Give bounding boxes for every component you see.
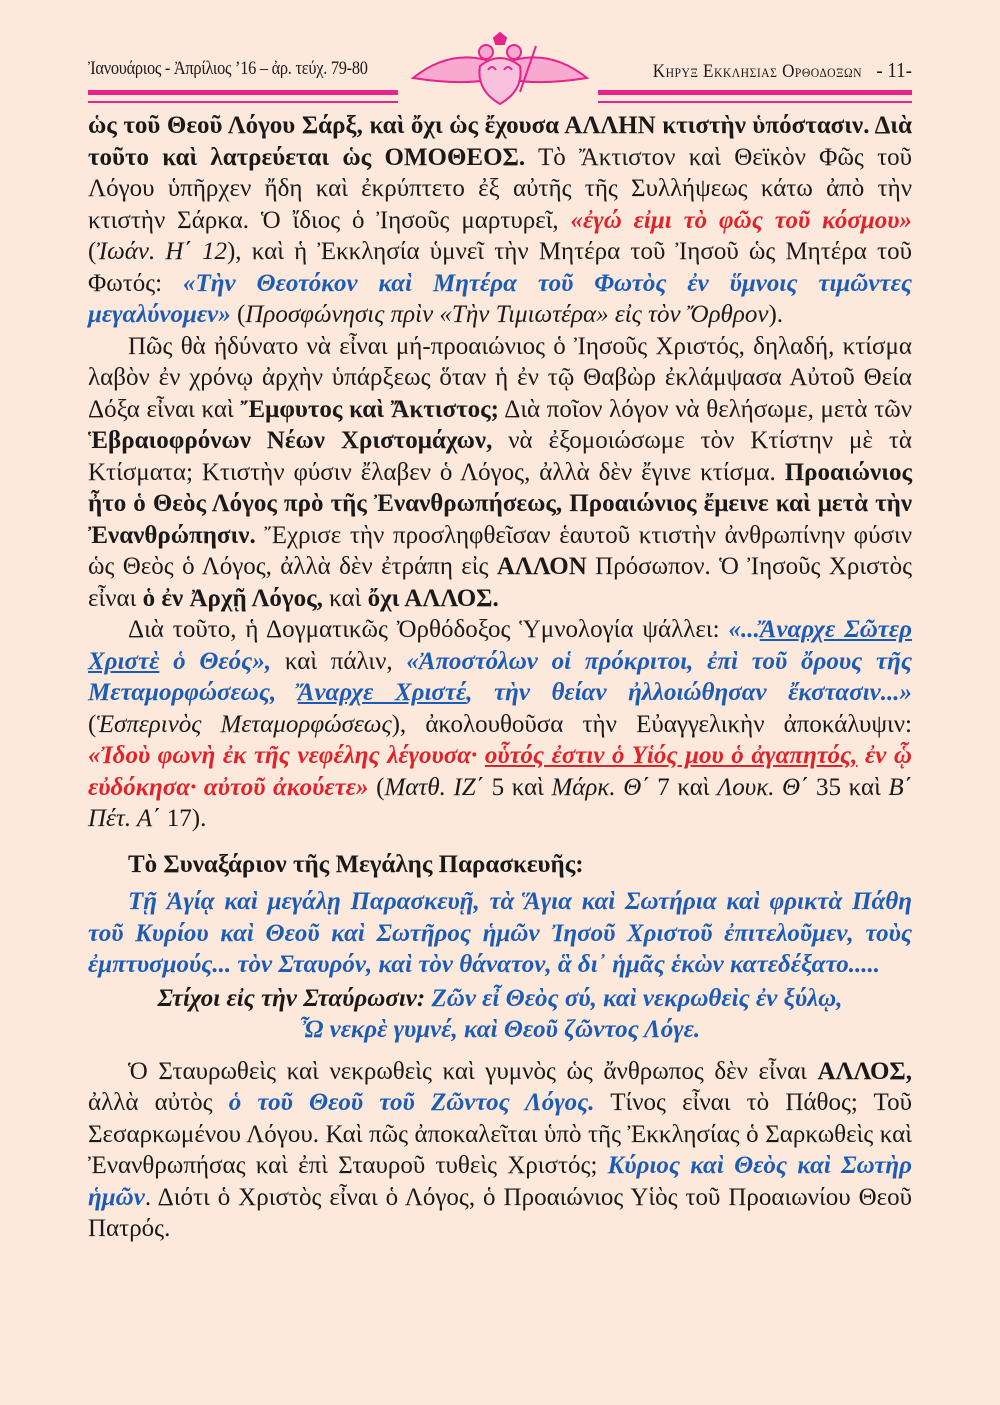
text: καὶ πάλιν,	[271, 647, 407, 675]
hymn-quote: ὁ Θεός»,	[159, 647, 272, 675]
verses	[88, 983, 912, 1046]
text: 7 καὶ	[649, 773, 718, 801]
text: νὰ ἐξομοιώσωμε τὸν Κτίστην μὲ τὰ Κτίσματα; Κτιστὴν φύσιν ἔλαβεν ὁ Λόγος, ἀλλὰ δὲν ἔγινε κτίσμα.	[88, 427, 912, 486]
reference: Ματθ. ΙΖ΄	[384, 773, 485, 801]
verses-label: Στίχοι εἰς τὴν Σταύρωσιν:	[157, 984, 426, 1012]
header-rule-right	[598, 90, 912, 95]
text: Πρόσωπον. Ὁ Ἰησοῦς Χριστὸς εἶναι	[88, 553, 912, 612]
hymn-quote: «...	[728, 616, 760, 643]
text: . Διότι ὁ Χριστὸς εἶναι ὁ Λόγος, ὁ Προαιώνιος Υἱὸς τοῦ Προαιωνίου Θεοῦ Πατρός.	[88, 1183, 912, 1242]
text: 5 καὶ	[484, 773, 552, 801]
scripture-quote: ἐν ᾧ εὐδόκησα· αὐτοῦ ἀκούετε»	[88, 742, 912, 801]
issue-info: Ἰανουάριος - Ἀπρίλιος ’16 – ἀρ. τεύχ. 79-80	[88, 58, 368, 79]
synaxarion-text: Τῇ Ἁγίᾳ καὶ μεγάλῃ Παρασκευῇ, τὰ Ἅγια καὶ Σωτήρια καὶ φρικτὰ Πάθη τοῦ Κυρίου καὶ Θεοῦ καὶ Σωτῆρος ἡμῶν Ἰησοῦ Χριστοῦ ἐπιτελοῦμεν, τοὺς ἐμπτυσμούς... τὸν Σταυρόν, καὶ τὸν θάνατον, ἃ δι᾽ ἡμᾶς ἑκὼν κατεδέξατο.....	[88, 888, 912, 978]
reference: Β΄ Πέτ. Α΄	[88, 773, 912, 832]
text: Τίνος εἶναι τὸ Πάθος; Τοῦ Σεσαρκωμένου Λόγου. Καὶ πῶς ἀποκαλεῖται ὑπὸ τῆς Ἐκκλησίας ὁ Σαρκωθεὶς καὶ Ἐνανθρωπήσας καὶ ἐπὶ Σταυροῦ τυθεὶς Χριστός;	[88, 1089, 912, 1179]
hymn-quote: , τὴν θείαν ἠλλοιώθησαν ἔκστασιν...»	[466, 679, 912, 706]
text: Ὁ Σταυρωθεὶς καὶ νεκρωθεὶς καὶ γυμνὸς ὡς ἄνθρωπος δὲν εἶναι	[128, 1057, 818, 1085]
header-rule-left	[88, 90, 398, 95]
hymn-quote-underlined: Ἄναρχε Σῶτερ Χριστὲ	[88, 616, 912, 675]
double-headed-eagle-icon	[408, 30, 592, 110]
paragraph-3	[88, 614, 912, 835]
text: Ἔχρισε τὴν προσληφθεῖσαν ἑαυτοῦ κτιστὴν ἀνθρωπίνην φύσιν ὡς Θεὸς ὁ Λόγος, ἀλλὰ δὲν ἐτράπη εἰς	[88, 521, 912, 580]
reference: Ἰωάν. Η΄ 12	[96, 238, 227, 265]
section-heading: Τὸ Συναξάριον τῆς Μεγάλης Παρασκευῆς:	[128, 850, 584, 878]
bold-text: Προαιώνιος ἦτο ὁ Θεὸς Λόγος πρὸ τῆς Ἐνανθρωπήσεως, Προαιώνιος ἔμεινε καὶ μετὰ τὴν Ἐνανθρώπησιν.	[88, 458, 912, 549]
scripture-quote-underlined: οὗτός ἐστιν ὁ Υἱός μου ὁ ἀγαπητός,	[484, 742, 858, 769]
reference: Λουκ. Θ΄	[717, 773, 809, 801]
reference: Προσφώνησις πρὶν «Τὴν Τιμιωτέρα» εἰς τὸν Ὄρθρον	[245, 301, 769, 328]
bold-text: ὁ ἐν Ἀρχῇ Λόγος,	[142, 584, 323, 612]
bold-text: ὡς τοῦ Θεοῦ Λόγου Σάρξ, καὶ ὄχι ὡς ἔχουσα ΑΛΛΗΝ κτιστὴν ὑπόστασιν. Διὰ τοῦτο καὶ λατρεύεται ὡς ΟΜΟΘΕΟΣ.	[88, 112, 912, 171]
hymn-quote: «Τὴν Θεοτόκον καὶ Μητέρα τοῦ Φωτὸς ἐν ὕμνοις τιμῶντες μεγαλύνομεν»	[88, 269, 912, 328]
text: (	[88, 238, 97, 265]
text: ἀλλὰ αὐτὸς	[88, 1089, 229, 1116]
bold-text: Ἔμφυτος καὶ Ἄκτιστος;	[240, 395, 499, 423]
hymn-quote: «Ἀποστόλων οἱ πρόκριτοι, ἐπὶ τοῦ ὄρους τῆς Μεταμορφώσεως,	[88, 647, 912, 706]
paragraph-2	[88, 331, 912, 615]
header-rule-left-thin	[88, 101, 398, 103]
text: Διὰ τοῦτο, ἡ Δογματικῶς Ὀρθόδοξος Ὑμνολογία ψάλλει:	[128, 616, 729, 643]
scripture-quote: «ἐγώ εἰμι τὸ φῶς τοῦ κόσμου»	[570, 206, 912, 234]
text: καὶ	[322, 584, 368, 612]
bold-text: ΑΛΛΟΝ	[496, 553, 587, 580]
text: (	[368, 773, 385, 801]
text: Πῶς θὰ ἠδύνατο νὰ εἶναι μή-προαιώνιος ὁ Ἰησοῦς Χριστός, δηλαδή, κτίσμα λαβὸν ἐν χρόνῳ ἀρχὴν ὑπάρξεως ὅταν ἡ ἐν τῷ Θαβὼρ ἐκλάμψασα Αὐτοῦ Θεία Δόξα εἶναι καὶ	[88, 332, 912, 423]
text: Τὸ Ἄκτιστον καὶ Θεϊκὸν Φῶς τοῦ Λόγου ὑπῆρχεν ἤδη καὶ ἐκρύπτετο ἐξ αὐτῆς τῆς Συλλήψεως κάτω ἀπὸ τὴν κτιστὴν Σάρκα. Ὁ ἴδιος ὁ Ἰησοῦς μαρτυρεῖ,	[88, 143, 912, 234]
bold-text: ΑΛΛΟΣ,	[817, 1057, 912, 1085]
text: ).	[768, 301, 784, 328]
bold-text: Ἑβραιοφρόνων Νέων Χριστομάχων,	[88, 427, 493, 454]
article-body	[88, 110, 912, 1245]
bold-text: ὄχι ΑΛΛΟΣ.	[367, 584, 499, 612]
text: (	[88, 710, 97, 738]
journal-info	[653, 58, 912, 83]
paragraph-4	[88, 1056, 912, 1245]
blue-quote: Κύριος καὶ Θεὸς καὶ Σωτὴρ ἡμῶν	[88, 1152, 913, 1211]
verse-line-2: Ὦ νεκρὲ γυμνέ, καὶ Θεοῦ ζῶντος Λόγε.	[299, 1016, 701, 1043]
reference: Ἑσπερινὸς Μεταμορφώσεως	[96, 710, 392, 738]
blue-quote: ὁ τοῦ Θεοῦ τοῦ Ζῶντος Λόγος.	[228, 1089, 595, 1116]
text: ), καὶ ἡ Ἐκκλησία ὑμνεῖ τὴν Μητέρα τοῦ Ἰησοῦ ὡς Μητέρα τοῦ Φωτός:	[88, 238, 912, 297]
paragraph-1	[88, 110, 912, 331]
verse-line-1: Ζῶν εἶ Θεὸς σύ, καὶ νεκρωθεὶς ἐν ξύλῳ,	[425, 984, 843, 1012]
page-number: - 11-	[876, 58, 912, 82]
text: (	[230, 301, 246, 328]
reference: Μάρκ. Θ΄	[551, 773, 650, 801]
text: 17).	[160, 805, 207, 832]
journal-title: Κηρυξ Εκκλησιας Ορθοδοξων	[652, 61, 863, 82]
text: 35 καὶ	[808, 773, 889, 801]
text: ), ἀκολουθοῦσα τὴν Εὐαγγελικὴν ἀποκάλυψιν:	[391, 710, 912, 738]
header-rule-right-thin	[598, 101, 912, 103]
hymn-quote-underlined: Ἄναρχε Χριστέ	[297, 679, 467, 706]
scripture-quote: «Ἰδοὺ φωνὴ ἐκ τῆς νεφέλης λέγουσα·	[88, 742, 485, 769]
text: Διὰ ποῖον λόγον νὰ θελήσωμε, μετὰ τῶν	[498, 395, 912, 423]
